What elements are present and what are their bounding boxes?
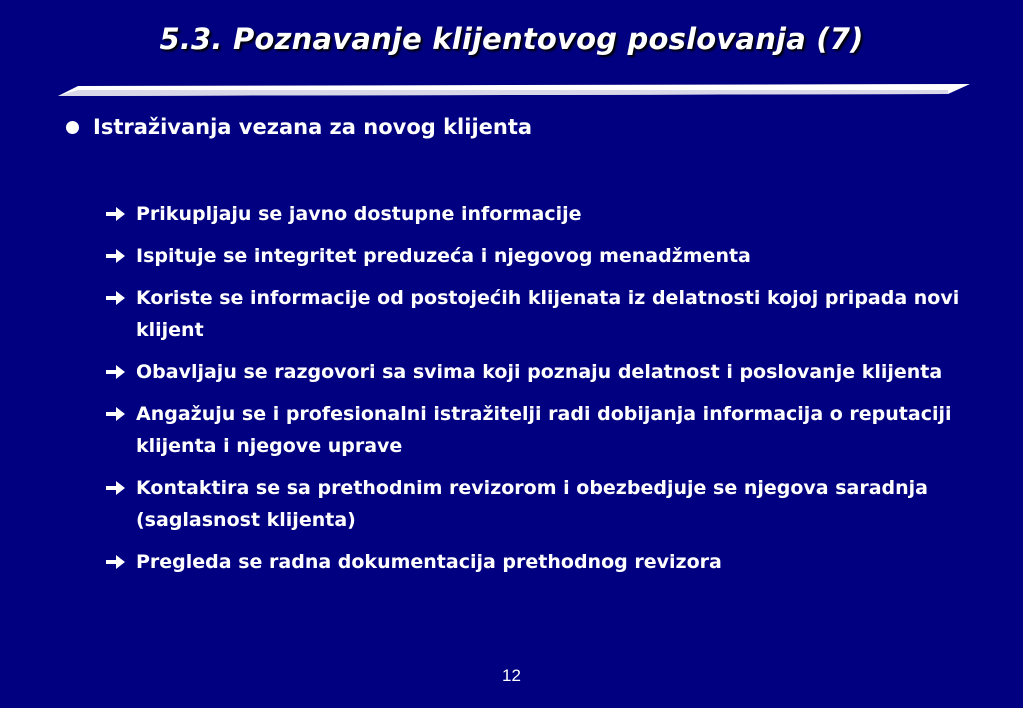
sub-bullet [106, 472, 966, 536]
bullet-dot-icon [66, 121, 79, 134]
sub-bullet [106, 398, 966, 462]
page-number: 12 [502, 666, 521, 685]
sub-bullet [106, 282, 966, 346]
right-arrow-icon [106, 546, 136, 578]
sub-bullet [106, 198, 966, 230]
sub-bullet-text: Angažuju se i profesionalni istražitelji radi dobijanja informacija o reputaciji klijenta i njegove uprave [136, 403, 952, 457]
main-bullet-text: Istraživanja vezana za novog klijenta [93, 115, 533, 139]
sub-bullet [106, 240, 966, 272]
slide-title: 5.3. Poznavanje klijentovog poslovanja (7) [159, 22, 864, 56]
right-arrow-icon [106, 282, 136, 314]
sub-bullet [106, 546, 966, 578]
right-arrow-icon [106, 356, 136, 388]
sub-bullet-text: Prikupljaju se javno dostupne informacije [136, 203, 582, 225]
sub-bullet-text: Pregleda se radna dokumentacija prethodnog revizora [136, 551, 722, 573]
sub-bullet-text: Kontaktira se sa prethodnim revizorom i obezbedjuje se njegova saradnja (saglasnost klijenta) [136, 477, 928, 531]
right-arrow-icon [106, 472, 136, 504]
main-bullet [66, 115, 532, 139]
right-arrow-icon [106, 398, 136, 430]
right-arrow-icon [106, 240, 136, 272]
sub-bullet-list [106, 198, 966, 588]
sub-bullet-text: Obavljaju se razgovori sa svima koji poznaju delatnost i poslovanje klijenta [136, 361, 943, 383]
sub-bullet-text: Ispituje se integritet preduzeća i njegovog menadžmenta [136, 245, 751, 267]
right-arrow-icon [106, 198, 136, 230]
title-underline [58, 84, 970, 96]
sub-bullet-text: Koriste se informacije od postojećih klijenata iz delatnosti kojoj pripada novi klijent [136, 287, 960, 341]
sub-bullet [106, 356, 966, 388]
